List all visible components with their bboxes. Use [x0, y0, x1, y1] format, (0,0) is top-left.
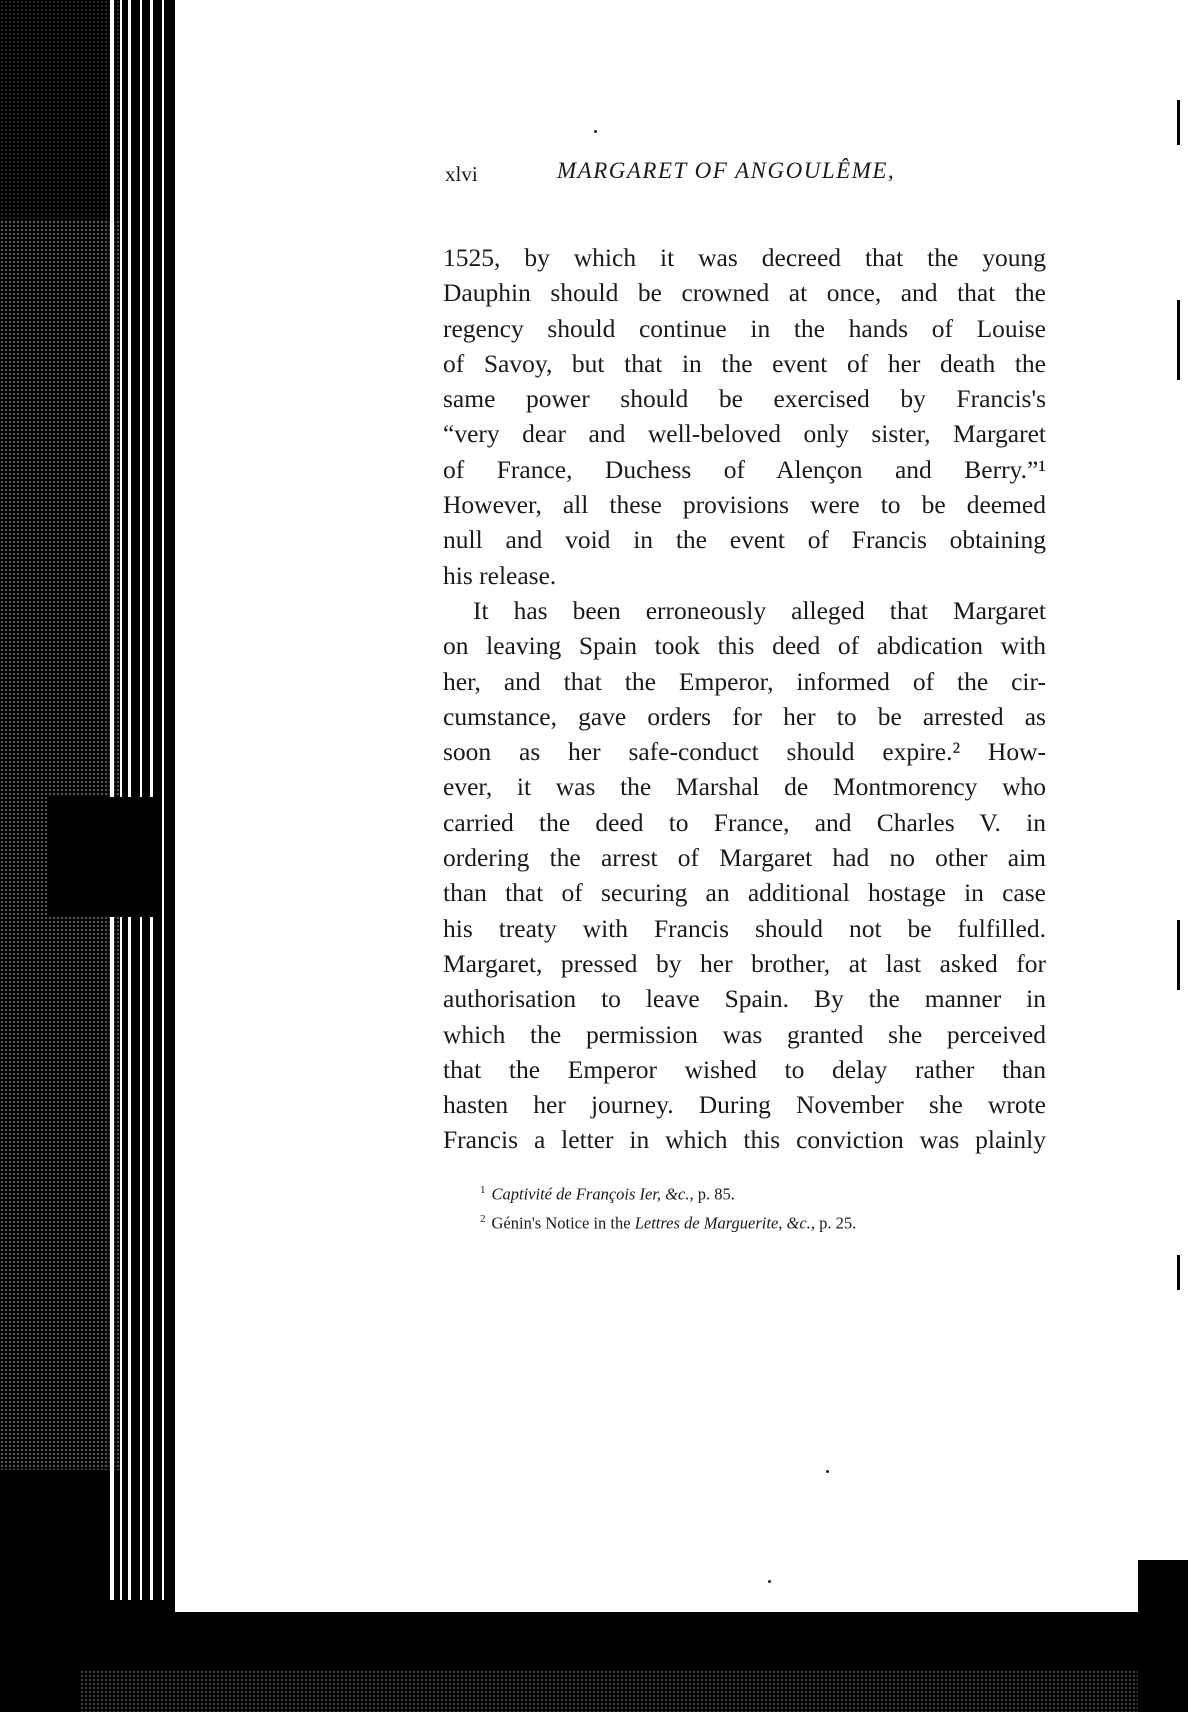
text-line: his release. — [443, 560, 557, 590]
body-text — [443, 240, 1046, 1158]
scan-shadow — [48, 797, 158, 917]
text-line: same power should be exercised by Francis's — [443, 384, 1046, 414]
text-line: cumstance, gave orders for her to be arrested as — [443, 701, 1046, 731]
text-line: soon as her safe-conduct should expire.² How- — [443, 737, 1046, 767]
footnote-marker: 2 — [480, 1212, 486, 1225]
footnote-title: Lettres de Marguerite, &c., — [634, 1213, 815, 1232]
text-line: which the permission was granted she perceived — [443, 1019, 1046, 1049]
text-line: hasten her journey. During November she wrote — [443, 1090, 1046, 1120]
text-line: “very dear and well-beloved only sister, Margaret — [443, 419, 1046, 449]
text-line: of Savoy, but that in the event of her death the — [443, 348, 1046, 378]
text-line: her, and that the Emperor, informed of the cir- — [443, 666, 1046, 696]
scan-edge-mark — [1177, 1255, 1180, 1290]
scan-edge-mark — [1177, 920, 1180, 990]
scan-noise — [80, 1670, 1140, 1712]
text-line: Margaret, pressed by her brother, at last asked for — [443, 948, 1046, 978]
scan-bottom-edge — [0, 1612, 1188, 1712]
page-number: xlvi — [445, 162, 478, 186]
text-line: his treaty with Francis should not be fulfilled. — [443, 913, 1046, 943]
scan-right-edge — [1138, 1560, 1188, 1712]
footnote-page: p. 85. — [693, 1184, 735, 1204]
text-line: of France, Duchess of Alençon and Berry.”¹ — [443, 454, 1046, 484]
paragraph — [443, 240, 1046, 593]
text-line: carried the deed to France, and Charles V. in — [443, 807, 1046, 837]
text-line: Dauphin should be crowned at once, and that the — [443, 278, 1046, 308]
text-line: on leaving Spain took this deed of abdication with — [443, 631, 1046, 661]
text-line: 1525, by which it was decreed that the young — [443, 243, 1046, 272]
scan-edge-mark — [1177, 100, 1180, 145]
text-line: It has been erroneously alleged that Margaret — [473, 595, 1046, 625]
footnote — [480, 1178, 1040, 1207]
binding-line — [162, 0, 164, 1600]
paragraph — [443, 593, 1046, 1158]
text-line: null and void in the event of Francis obtaining — [443, 525, 1046, 555]
footnote-text: Génin's Notice in the — [491, 1213, 635, 1232]
running-head — [445, 158, 1045, 194]
scan-noise — [0, 0, 120, 220]
footnote-page: p. 25. — [814, 1213, 857, 1232]
text-line: Francis a letter in which this conviction was plainly — [443, 1125, 1046, 1155]
running-title: MARGARET OF ANGOULÊME, — [557, 158, 896, 183]
scan-speck — [768, 1580, 771, 1583]
footnote-title: Captivité de François Ier, &c., — [491, 1184, 694, 1204]
text-line: ordering the arrest of Margaret had no other aim — [443, 843, 1046, 873]
footnote-marker: 1 — [480, 1184, 486, 1196]
footnote — [480, 1207, 1040, 1236]
text-line: that the Emperor wished to delay rather than — [443, 1054, 1046, 1084]
scan-gutter — [0, 0, 175, 1712]
text-line: ever, it was the Marshal de Montmorency who — [443, 772, 1046, 802]
text-line: However, all these provisions were to be deemed — [443, 490, 1046, 520]
scan-speck — [594, 130, 597, 133]
text-line: authorisation to leave Spain. By the manner in — [443, 984, 1046, 1014]
scan-edge-mark — [1177, 300, 1180, 380]
scan-speck — [826, 1470, 829, 1473]
text-line: than that of securing an additional hostage in case — [443, 878, 1046, 908]
footnotes — [480, 1178, 1040, 1235]
text-line: regency should continue in the hands of Louise — [443, 313, 1046, 343]
